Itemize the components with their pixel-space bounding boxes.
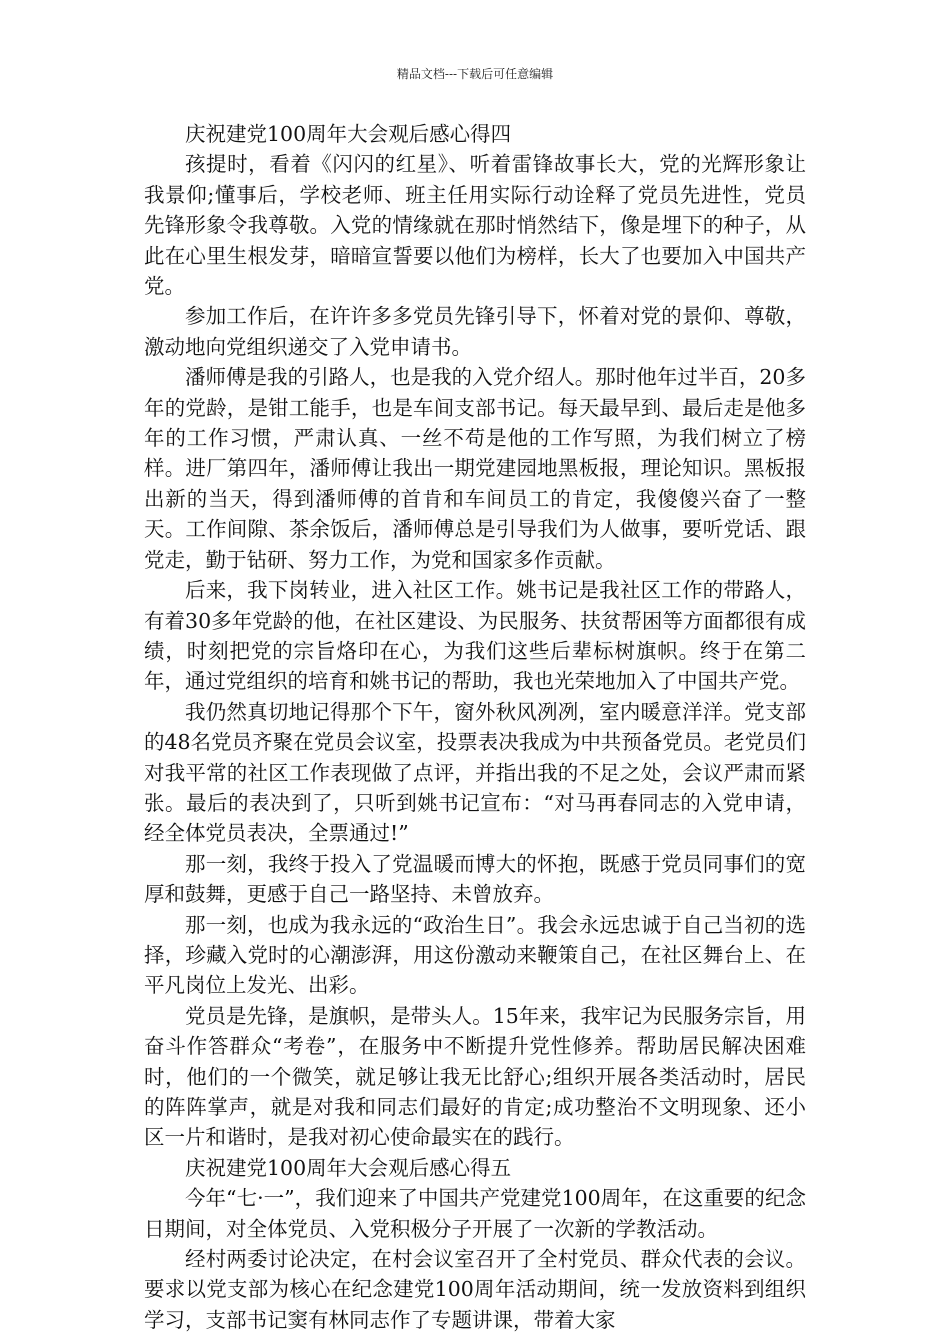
paragraph: 我仍然真切地记得那个下午，窗外秋风冽冽，室内暖意洋洋。党支部的48名党员齐聚在党员会议室，投票表决我成为中共预备党员。老党员们对我平常的社区工作表现做了点评，并指出我的不足之处，会议严肃而紧张。最后的表决到了，只听到姚书记宣布：“对马再春同志的入党申请，经全体党员表决，全票通过!” — [144, 699, 806, 846]
paragraph: 经村两委讨论决定，在村会议室召开了全村党员、群众代表的会议。要求以党支部为核心在纪念建党100周年活动期间，统一发放资料到组织学习，支部书记窦有林同志作了专题讲课，带着大家 — [144, 1247, 806, 1332]
section-title-four: 庆祝建党100周年大会观后感心得四 — [185, 122, 512, 146]
paragraph: 党员是先锋，是旗帜，是带头人。15年来，我牢记为民服务宗旨，用奋斗作答群众“考卷”，在服务中不断提升党性修养。帮助居民解决困难时，他们的一个微笑，就足够让我无比舒心;组织开展各类活动时，居民的阵阵掌声，就是对我和同志们最好的肯定;成功整治不文明现象、还小区一片和谐时，是我对初心使命最实在的践行。 — [144, 1003, 806, 1150]
document-body — [144, 119, 806, 1335]
paragraph: 参加工作后，在许许多多党员先锋引导下，怀着对党的景仰、尊敬，激动地向党组织递交了入党申请书。 — [144, 304, 806, 359]
paragraph: 那一刻，也成为我永远的“政治生日”。我会永远忠诚于自己当初的选择，珍藏入党时的心潮澎湃，用这份激动来鞭策自己，在社区舞台上、在平凡岗位上发光、出彩。 — [144, 912, 806, 998]
page-header-watermark: 精品文档---下载后可任意编辑 — [396, 67, 554, 81]
section-title-five: 庆祝建党100周年大会观后感心得五 — [185, 1155, 512, 1180]
paragraph: 后来，我下岗转业，进入社区工作。姚书记是我社区工作的带路人，有着30多年党龄的他，在社区建设、为民服务、扶贫帮困等方面都很有成绩，时刻把党的宗旨烙印在心，为我们这些后辈标树旗帜。终于在第二年，通过党组织的培育和姚书记的帮助，我也光荣地加入了中国共产党。 — [144, 578, 806, 694]
paragraph: 今年“七·一”，我们迎来了中国共产党建党100周年，在这重要的纪念日期间，对全体党员、入党积极分子开展了一次新的学教活动。 — [144, 1186, 806, 1241]
paragraph: 潘师傅是我的引路人，也是我的入党介绍人。那时他年过半百，20多年的党龄，是钳工能手，也是车间支部书记。每天最早到、最后走是他多年的工作习惯，严肃认真、一丝不苟是他的工作写照，为我们树立了榜样。进厂第四年，潘师傅让我出一期党建园地黑板报，理论知识。黑板报出新的当天，得到潘师傅的首肯和车间员工的肯定，我傻傻兴奋了一整天。工作间隙、茶余饭后，潘师傅总是引导我们为人做事，要听党话、跟党走，勤于钻研、努力工作，为党和国家多作贡献。 — [144, 365, 806, 572]
paragraph: 那一刻，我终于投入了党温暖而博大的怀抱，既感于党员同事们的宽厚和鼓舞，更感于自己一路坚持、未曾放弃。 — [144, 851, 806, 907]
paragraph: 孩提时，看着《闪闪的红星》、听着雷锋故事长大，党的光辉形象让我景仰;懂事后，学校老师、班主任用实际行动诠释了党员先进性，党员先锋形象令我尊敬。入党的情缘就在那时悄然结下，像是埋下的种子，从此在心里生根发芽，暗暗宣誓要以他们为榜样，长大了也要加入中国共产党。 — [144, 152, 806, 299]
